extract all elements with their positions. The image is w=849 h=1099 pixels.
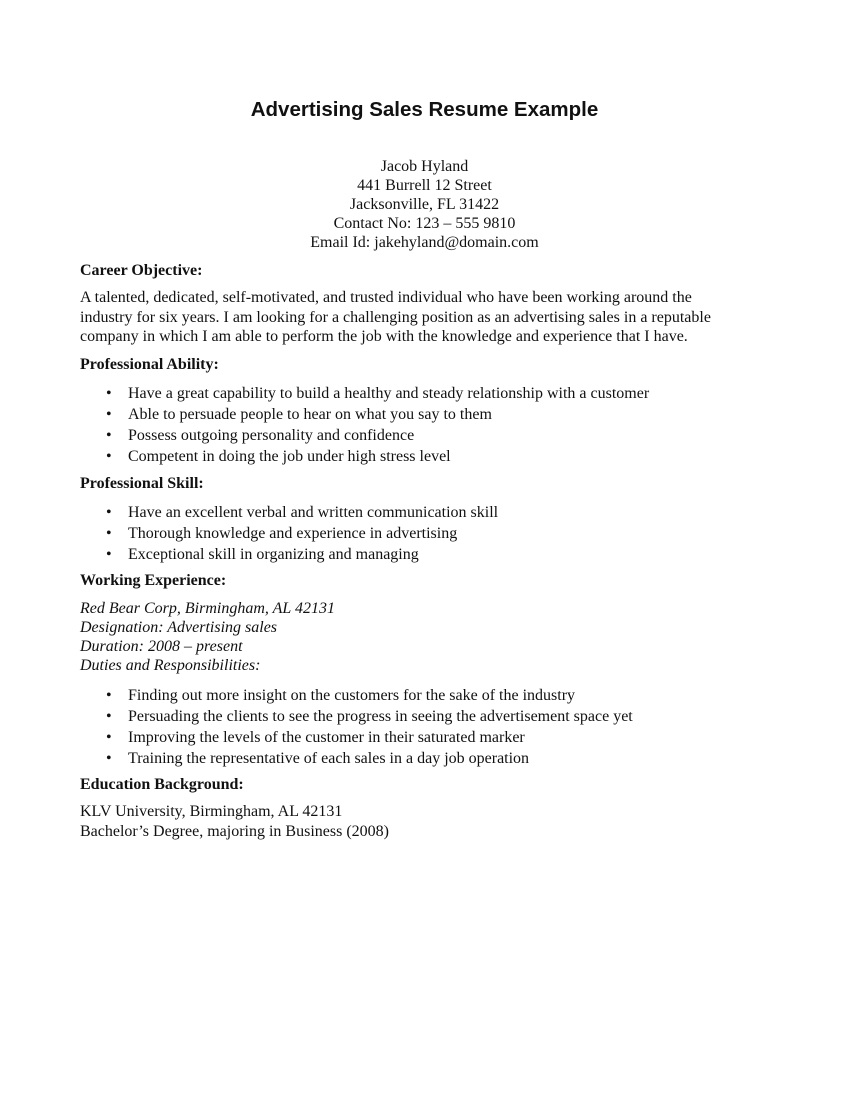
list-item-text: Improving the levels of the customer in their saturated marker (128, 729, 525, 746)
professional-ability-heading: Professional Ability: (80, 356, 219, 373)
list-item (0, 383, 649, 404)
career-objective-text (80, 288, 711, 347)
career-objective-heading: Career Objective: (80, 262, 203, 279)
list-item-text: Finding out more insight on the customers for the sake of the industry (128, 687, 576, 704)
list-item-text: Thorough knowledge and experience in advertising (128, 525, 458, 542)
list-item-text: Training the representative of each sales in a day job operation (128, 750, 530, 767)
list-item (0, 502, 498, 523)
bullet-icon: • (106, 427, 112, 444)
job-designation: Designation: Advertising sales (80, 619, 278, 636)
job-duration: Duration: 2008 – present (80, 638, 243, 655)
text-line: industry for six years. I am looking for a challenging position as an advertising sales in a reputable (80, 308, 711, 326)
list-item-text: Possess outgoing personality and confidence (128, 427, 415, 444)
list-item-text: Persuading the clients to see the progress in seeing the advertisement space yet (128, 708, 633, 725)
bullet-icon: • (106, 546, 112, 563)
list-item (0, 748, 633, 769)
bullet-icon: • (106, 525, 112, 542)
contact-block (0, 157, 849, 252)
professional-skill-heading: Professional Skill: (80, 475, 204, 492)
contact-name: Jacob Hyland (380, 158, 469, 175)
contact-address: 441 Burrell 12 Street (357, 177, 492, 194)
job-duties-label: Duties and Responsibilities: (80, 657, 261, 674)
contact-phone: Contact No: 123 – 555 9810 (333, 215, 516, 232)
contact-email: Email Id: jakehyland@domain.com (310, 234, 539, 251)
list-item (0, 446, 649, 467)
bullet-icon: • (106, 729, 112, 746)
list-item-text: Have an excellent verbal and written communication skill (128, 504, 499, 521)
list-item-text: Have a great capability to build a healthy and steady relationship with a customer (128, 385, 650, 402)
education-details (80, 802, 389, 841)
text-line: company in which I am able to perform the job with the knowledge and experience that I have. (80, 328, 688, 345)
list-item (0, 685, 633, 706)
professional-ability-list (0, 383, 649, 467)
education-degree: Bachelor’s Degree, majoring in Business (2008) (80, 822, 389, 840)
list-item-text: Able to persuade people to hear on what you say to them (128, 406, 492, 423)
working-experience-heading: Working Experience: (80, 572, 227, 589)
bullet-icon: • (106, 687, 112, 704)
duties-list (0, 685, 633, 769)
bullet-icon: • (106, 750, 112, 767)
list-item-text: Exceptional skill in organizing and managing (128, 546, 419, 563)
job-details (80, 599, 335, 675)
professional-skill-list (0, 502, 498, 565)
list-item (0, 523, 498, 544)
page-title: Advertising Sales Resume Example (250, 98, 599, 121)
job-company: Red Bear Corp, Birmingham, AL 42131 (80, 600, 335, 617)
bullet-icon: • (106, 406, 112, 423)
list-item (0, 706, 633, 727)
contact-city: Jacksonville, FL 31422 (349, 196, 500, 213)
list-item-text: Competent in doing the job under high stress level (128, 448, 451, 465)
bullet-icon: • (106, 448, 112, 465)
list-item (0, 727, 633, 748)
list-item (0, 425, 649, 446)
bullet-icon: • (106, 708, 112, 725)
education-school: KLV University, Birmingham, AL 42131 (80, 803, 343, 820)
bullet-icon: • (106, 385, 112, 402)
text-line: A talented, dedicated, self-motivated, and trusted individual who have been working around the (80, 289, 692, 306)
list-item (0, 404, 649, 425)
bullet-icon: • (106, 504, 112, 521)
education-heading: Education Background: (80, 776, 244, 793)
list-item (0, 544, 498, 565)
